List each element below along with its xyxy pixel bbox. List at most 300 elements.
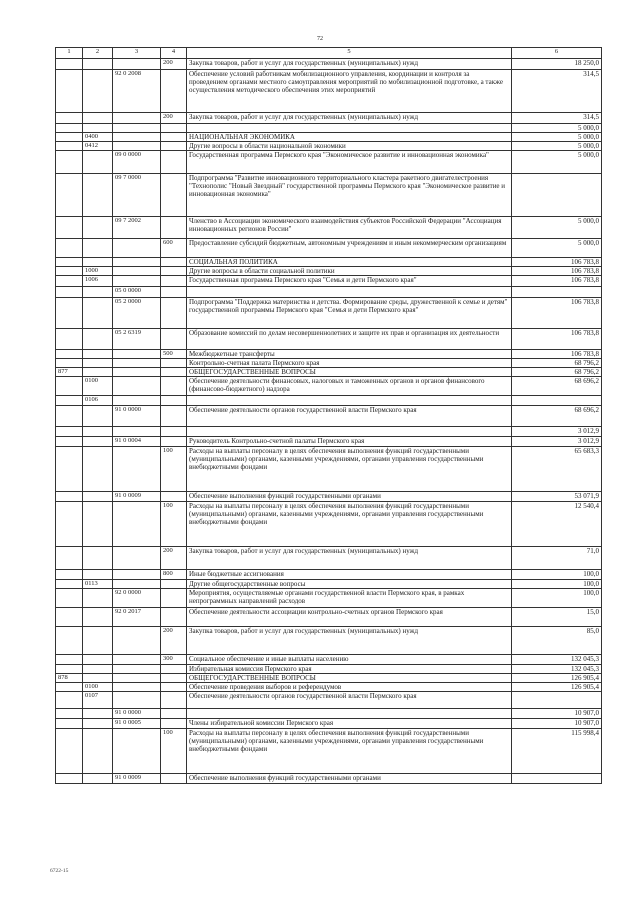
table-row (56, 547, 602, 570)
item-name-cell: Руководитель Контрольно-счетной палаты Пермского края (187, 437, 512, 447)
target-code-cell (113, 665, 161, 674)
target-code-cell: 91 0 0004 (113, 437, 161, 447)
table-row (56, 447, 602, 492)
admin-code-cell (56, 258, 83, 267)
admin-code-cell (56, 692, 83, 709)
section-code-cell (83, 113, 113, 124)
item-name-cell: Другие вопросы в области социальной политики (187, 267, 512, 276)
table-row (56, 674, 602, 683)
item-name-cell (187, 709, 512, 719)
section-code-cell: 0100 (83, 377, 113, 396)
column-header: 3 (113, 48, 161, 59)
amount-cell: 132 045,3 (512, 655, 602, 665)
admin-code-cell: 878 (56, 674, 83, 683)
expense-type-cell (161, 396, 187, 406)
target-code-cell (113, 377, 161, 396)
expense-type-cell (161, 437, 187, 447)
table-row (56, 774, 602, 784)
target-code-cell: 92 0 2008 (113, 70, 161, 113)
expense-type-cell (161, 287, 187, 298)
target-code-cell (113, 729, 161, 774)
item-name-cell: Обеспечение деятельности финансовых, налоговых и таможенных органов и органов финансового (финансово-бюджетного) надзора (187, 377, 512, 396)
target-code-cell (113, 276, 161, 287)
admin-code-cell (56, 124, 83, 133)
expense-type-cell: 200 (161, 547, 187, 570)
amount-cell: 106 783,8 (512, 350, 602, 359)
section-code-cell (83, 70, 113, 113)
section-code-cell: 1006 (83, 276, 113, 287)
target-code-cell: 09 7 2002 (113, 217, 161, 239)
section-code-cell (83, 368, 113, 377)
target-code-cell: 92 0 2017 (113, 608, 161, 627)
item-name-cell: Социальное обеспечение и иные выплаты населению (187, 655, 512, 665)
item-name-cell: Расходы на выплаты персоналу в целях обеспечения выполнения функций государственными (муниципальными) органами, казенными учреждениями, органами управления государственными внебюджетными фондами (187, 729, 512, 774)
expense-type-cell (161, 709, 187, 719)
amount-cell (512, 174, 602, 217)
table-row (56, 276, 602, 287)
table-row (56, 113, 602, 124)
item-name-cell: Другие вопросы в области национальной экономики (187, 142, 512, 151)
amount-cell: 106 783,8 (512, 267, 602, 276)
amount-cell: 100,0 (512, 589, 602, 608)
admin-code-cell (56, 329, 83, 350)
target-code-cell (113, 547, 161, 570)
expense-type-cell (161, 683, 187, 692)
amount-cell: 5 000,0 (512, 124, 602, 133)
expense-type-cell (161, 329, 187, 350)
section-code-cell: 0400 (83, 133, 113, 142)
expense-type-cell (161, 377, 187, 396)
target-code-cell (113, 396, 161, 406)
admin-code-cell (56, 113, 83, 124)
item-name-cell (187, 124, 512, 133)
expense-type-cell: 100 (161, 447, 187, 492)
item-name-cell: Обеспечение деятельности ассоциации контрольно-счетных органов Пермского края (187, 608, 512, 627)
target-code-cell (113, 258, 161, 267)
admin-code-cell (56, 350, 83, 359)
expense-type-cell (161, 133, 187, 142)
expense-type-cell (161, 142, 187, 151)
section-code-cell (83, 589, 113, 608)
admin-code-cell (56, 267, 83, 276)
admin-code-cell (56, 70, 83, 113)
item-name-cell: Образование комиссий по делам несовершеннолетних и защите их прав и организация их деятельности (187, 329, 512, 350)
table-row (56, 589, 602, 608)
table-row (56, 427, 602, 437)
table-row (56, 377, 602, 396)
table-row (56, 492, 602, 502)
table-row (56, 133, 602, 142)
section-code-cell (83, 350, 113, 359)
amount-cell: 100,0 (512, 570, 602, 580)
target-code-cell (113, 447, 161, 492)
admin-code-cell (56, 665, 83, 674)
table-row (56, 217, 602, 239)
table-row (56, 570, 602, 580)
table-row (56, 174, 602, 217)
admin-code-cell (56, 570, 83, 580)
item-name-cell: Государственная программа Пермского края "Экономическое развитие и инновационная экономика" (187, 151, 512, 174)
expense-type-cell (161, 692, 187, 709)
expense-type-cell (161, 674, 187, 683)
table-row (56, 502, 602, 547)
amount-cell: 100,0 (512, 580, 602, 589)
item-name-cell: ОБЩЕГОСУДАРСТВЕННЫЕ ВОПРОСЫ (187, 368, 512, 377)
section-code-cell (83, 59, 113, 70)
table-row (56, 287, 602, 298)
section-code-cell (83, 608, 113, 627)
amount-cell: 85,0 (512, 627, 602, 655)
target-code-cell (113, 674, 161, 683)
table-row (56, 580, 602, 589)
expense-type-cell (161, 298, 187, 329)
table-row (56, 350, 602, 359)
admin-code-cell (56, 719, 83, 729)
table-row (56, 239, 602, 258)
expense-type-cell: 100 (161, 502, 187, 547)
amount-cell (512, 287, 602, 298)
section-code-cell (83, 447, 113, 492)
table-row (56, 70, 602, 113)
admin-code-cell: 877 (56, 368, 83, 377)
table-row (56, 396, 602, 406)
target-code-cell (113, 59, 161, 70)
target-code-cell (113, 239, 161, 258)
item-name-cell: Закупка товаров, работ и услуг для государственных (муниципальных) нужд (187, 59, 512, 70)
expense-type-cell (161, 174, 187, 217)
admin-code-cell (56, 174, 83, 217)
section-code-cell (83, 239, 113, 258)
section-code-cell: 0106 (83, 396, 113, 406)
table-row (56, 406, 602, 427)
item-name-cell: Обеспечение условий работникам мобилизационного управления, координации и контроля за проведением органами местного самоуправления мероприятий по мобилизационной подготовке, а также осуществления методического обеспечения этих мероприятий (187, 70, 512, 113)
item-name-cell: Закупка товаров, работ и услуг для государственных (муниципальных) нужд (187, 547, 512, 570)
table-row (56, 683, 602, 692)
table-row (56, 655, 602, 665)
section-code-cell: 0113 (83, 580, 113, 589)
section-code-cell: 0412 (83, 142, 113, 151)
item-name-cell: Закупка товаров, работ и услуг для государственных (муниципальных) нужд (187, 113, 512, 124)
admin-code-cell (56, 709, 83, 719)
expense-type-cell: 200 (161, 59, 187, 70)
admin-code-cell (56, 447, 83, 492)
amount-cell: 106 783,8 (512, 258, 602, 267)
target-code-cell: 09 0 0000 (113, 151, 161, 174)
item-name-cell: Обеспечение деятельности органов государственной власти Пермского края (187, 692, 512, 709)
item-name-cell: Подпрограмма "Развитие инновационного территориального кластера ракетного двигателестроения "Технополис "Новый Звездный" государственной программы Пермского края "Экономическое развитие и инновационная экономика" (187, 174, 512, 217)
admin-code-cell (56, 287, 83, 298)
item-name-cell: НАЦИОНАЛЬНАЯ ЭКОНОМИКА (187, 133, 512, 142)
item-name-cell: Расходы на выплаты персоналу в целях обеспечения выполнения функций государственными (муниципальными) органами, казенными учреждениями, органами управления государственными внебюджетными фондами (187, 502, 512, 547)
admin-code-cell (56, 774, 83, 784)
section-code-cell (83, 655, 113, 665)
item-name-cell: Межбюджетные трансферты (187, 350, 512, 359)
item-name-cell (187, 427, 512, 437)
table-row (56, 359, 602, 368)
expense-type-cell: 300 (161, 655, 187, 665)
target-code-cell: 91 0 0005 (113, 719, 161, 729)
table-row (56, 665, 602, 674)
section-code-cell (83, 674, 113, 683)
target-code-cell (113, 124, 161, 133)
amount-cell: 15,0 (512, 608, 602, 627)
section-code-cell (83, 287, 113, 298)
expense-type-cell: 600 (161, 239, 187, 258)
item-name-cell: СОЦИАЛЬНАЯ ПОЛИТИКА (187, 258, 512, 267)
admin-code-cell (56, 396, 83, 406)
document-code: 6722-15 (50, 868, 69, 874)
admin-code-cell (56, 580, 83, 589)
admin-code-cell (56, 359, 83, 368)
expense-type-cell: 200 (161, 627, 187, 655)
item-name-cell: Другие общегосударственные вопросы (187, 580, 512, 589)
target-code-cell: 91 0 0009 (113, 492, 161, 502)
item-name-cell: Обеспечение выполнения функций государственными органами (187, 774, 512, 784)
item-name-cell: ОБЩЕГОСУДАРСТВЕННЫЕ ВОПРОСЫ (187, 674, 512, 683)
expense-type-cell (161, 217, 187, 239)
section-code-cell (83, 709, 113, 719)
amount-cell: 10 907,0 (512, 709, 602, 719)
target-code-cell (113, 427, 161, 437)
target-code-cell: 09 7 0000 (113, 174, 161, 217)
item-name-cell (187, 396, 512, 406)
amount-cell: 5 000,0 (512, 142, 602, 151)
amount-cell: 68 696,2 (512, 377, 602, 396)
amount-cell: 5 000,0 (512, 217, 602, 239)
expense-type-cell (161, 665, 187, 674)
section-code-cell (83, 298, 113, 329)
section-code-cell (83, 627, 113, 655)
column-header: 5 (187, 48, 512, 59)
expense-type-cell (161, 267, 187, 276)
item-name-cell: Подпрограмма "Поддержка материнства и детства. Формирование среды, дружественной к семье и детям" государственной программы Пермского края "Семья и дети Пермского края" (187, 298, 512, 329)
amount-cell: 68 796,2 (512, 368, 602, 377)
admin-code-cell (56, 298, 83, 329)
admin-code-cell (56, 276, 83, 287)
expense-type-cell: 800 (161, 570, 187, 580)
amount-cell (512, 774, 602, 784)
target-code-cell (113, 570, 161, 580)
admin-code-cell (56, 133, 83, 142)
target-code-cell (113, 113, 161, 124)
target-code-cell (113, 580, 161, 589)
section-code-cell (83, 774, 113, 784)
section-code-cell (83, 492, 113, 502)
target-code-cell (113, 692, 161, 709)
section-code-cell (83, 547, 113, 570)
admin-code-cell (56, 151, 83, 174)
expense-type-cell (161, 589, 187, 608)
admin-code-cell (56, 547, 83, 570)
amount-cell: 3 012,9 (512, 437, 602, 447)
section-code-cell (83, 258, 113, 267)
table-row (56, 368, 602, 377)
amount-cell: 68 696,2 (512, 406, 602, 427)
amount-cell: 12 540,4 (512, 502, 602, 547)
admin-code-cell (56, 683, 83, 692)
amount-cell: 314,5 (512, 70, 602, 113)
target-code-cell (113, 133, 161, 142)
target-code-cell: 92 0 0000 (113, 589, 161, 608)
table-row (56, 719, 602, 729)
item-name-cell: Закупка товаров, работ и услуг для государственных (муниципальных) нужд (187, 627, 512, 655)
admin-code-cell (56, 142, 83, 151)
amount-cell: 5 000,0 (512, 133, 602, 142)
amount-cell: 106 783,8 (512, 329, 602, 350)
table-row (56, 59, 602, 70)
target-code-cell (113, 655, 161, 665)
table-row (56, 437, 602, 447)
expense-type-cell (161, 124, 187, 133)
table-row (56, 729, 602, 774)
item-name-cell: Мероприятия, осуществляемые органами государственной власти Пермского края, в рамках непрограммных направлений расходов (187, 589, 512, 608)
item-name-cell: Контрольно-счетная палата Пермского края (187, 359, 512, 368)
target-code-cell (113, 142, 161, 151)
section-code-cell: 0100 (83, 683, 113, 692)
header-row (56, 48, 602, 59)
target-code-cell (113, 683, 161, 692)
item-name-cell: Иные бюджетные ассигнования (187, 570, 512, 580)
admin-code-cell (56, 59, 83, 70)
target-code-cell: 05 2 0000 (113, 298, 161, 329)
table-row (56, 329, 602, 350)
amount-cell: 5 000,0 (512, 239, 602, 258)
section-code-cell: 1000 (83, 267, 113, 276)
page-number: 72 (317, 36, 323, 42)
section-code-cell (83, 174, 113, 217)
expense-type-cell (161, 70, 187, 113)
target-code-cell (113, 267, 161, 276)
section-code-cell (83, 406, 113, 427)
item-name-cell: Обеспечение деятельности органов государственной власти Пермского края (187, 406, 512, 427)
expense-type-cell (161, 276, 187, 287)
item-name-cell: Обеспечение проведения выборов и референдумов (187, 683, 512, 692)
amount-cell: 314,5 (512, 113, 602, 124)
expense-type-cell (161, 492, 187, 502)
column-header: 2 (83, 48, 113, 59)
item-name-cell: Расходы на выплаты персоналу в целях обеспечения выполнения функций государственными (муниципальными) органами, казенными учреждениями, органами управления государственными внебюджетными фондами (187, 447, 512, 492)
item-name-cell: Члены избирательной комиссии Пермского края (187, 719, 512, 729)
target-code-cell: 05 0 0000 (113, 287, 161, 298)
admin-code-cell (56, 589, 83, 608)
table-row (56, 608, 602, 627)
table-row (56, 627, 602, 655)
expense-type-cell (161, 774, 187, 784)
expense-type-cell (161, 258, 187, 267)
section-code-cell (83, 719, 113, 729)
budget-table (55, 47, 602, 784)
item-name-cell: Государственная программа Пермского края "Семья и дети Пермского края" (187, 276, 512, 287)
admin-code-cell (56, 627, 83, 655)
section-code-cell (83, 124, 113, 133)
section-code-cell: 0107 (83, 692, 113, 709)
target-code-cell (113, 627, 161, 655)
amount-cell (512, 396, 602, 406)
section-code-cell (83, 359, 113, 368)
table-row (56, 124, 602, 133)
section-code-cell (83, 502, 113, 547)
column-header: 1 (56, 48, 83, 59)
target-code-cell: 91 0 0009 (113, 774, 161, 784)
amount-cell: 115 998,4 (512, 729, 602, 774)
amount-cell: 53 071,9 (512, 492, 602, 502)
expense-type-cell: 100 (161, 729, 187, 774)
expense-type-cell (161, 580, 187, 589)
admin-code-cell (56, 377, 83, 396)
admin-code-cell (56, 217, 83, 239)
amount-cell: 106 783,8 (512, 276, 602, 287)
amount-cell: 68 796,2 (512, 359, 602, 368)
amount-cell: 106 783,8 (512, 298, 602, 329)
table-row (56, 692, 602, 709)
column-header: 6 (512, 48, 602, 59)
item-name-cell: Предоставление субсидий бюджетным, автономным учреждениям и иным некоммерческим организациям (187, 239, 512, 258)
section-code-cell (83, 665, 113, 674)
table-body (56, 59, 602, 784)
table-row (56, 267, 602, 276)
admin-code-cell (56, 502, 83, 547)
expense-type-cell (161, 719, 187, 729)
amount-cell: 126 905,4 (512, 674, 602, 683)
table-row (56, 709, 602, 719)
admin-code-cell (56, 239, 83, 258)
table-row (56, 258, 602, 267)
target-code-cell (113, 502, 161, 547)
amount-cell: 71,0 (512, 547, 602, 570)
table-row (56, 142, 602, 151)
target-code-cell: 91 0 0000 (113, 709, 161, 719)
section-code-cell (83, 437, 113, 447)
target-code-cell (113, 350, 161, 359)
table-row (56, 151, 602, 174)
expense-type-cell (161, 368, 187, 377)
admin-code-cell (56, 406, 83, 427)
admin-code-cell (56, 437, 83, 447)
section-code-cell (83, 729, 113, 774)
expense-type-cell: 500 (161, 350, 187, 359)
item-name-cell: Обеспечение выполнения функций государственными органами (187, 492, 512, 502)
expense-type-cell (161, 359, 187, 368)
column-header: 4 (161, 48, 187, 59)
amount-cell: 65 683,3 (512, 447, 602, 492)
admin-code-cell (56, 608, 83, 627)
target-code-cell: 05 2 6319 (113, 329, 161, 350)
expense-type-cell (161, 406, 187, 427)
expense-type-cell: 200 (161, 113, 187, 124)
admin-code-cell (56, 655, 83, 665)
amount-cell (512, 692, 602, 709)
section-code-cell (83, 329, 113, 350)
amount-cell: 126 905,4 (512, 683, 602, 692)
amount-cell: 132 045,3 (512, 665, 602, 674)
expense-type-cell (161, 427, 187, 437)
admin-code-cell (56, 729, 83, 774)
item-name-cell: Избирательная комиссия Пермского края (187, 665, 512, 674)
amount-cell: 18 250,0 (512, 59, 602, 70)
target-code-cell: 91 0 0000 (113, 406, 161, 427)
amount-cell: 10 907,0 (512, 719, 602, 729)
amount-cell: 3 012,9 (512, 427, 602, 437)
amount-cell: 5 000,0 (512, 151, 602, 174)
section-code-cell (83, 570, 113, 580)
item-name-cell: Членство в Ассоциации экономического взаимодействия субъектов Российской Федерации "Ассоциация инновационных регионов России" (187, 217, 512, 239)
section-code-cell (83, 217, 113, 239)
section-code-cell (83, 427, 113, 437)
target-code-cell (113, 368, 161, 377)
table-row (56, 298, 602, 329)
admin-code-cell (56, 427, 83, 437)
expense-type-cell (161, 151, 187, 174)
